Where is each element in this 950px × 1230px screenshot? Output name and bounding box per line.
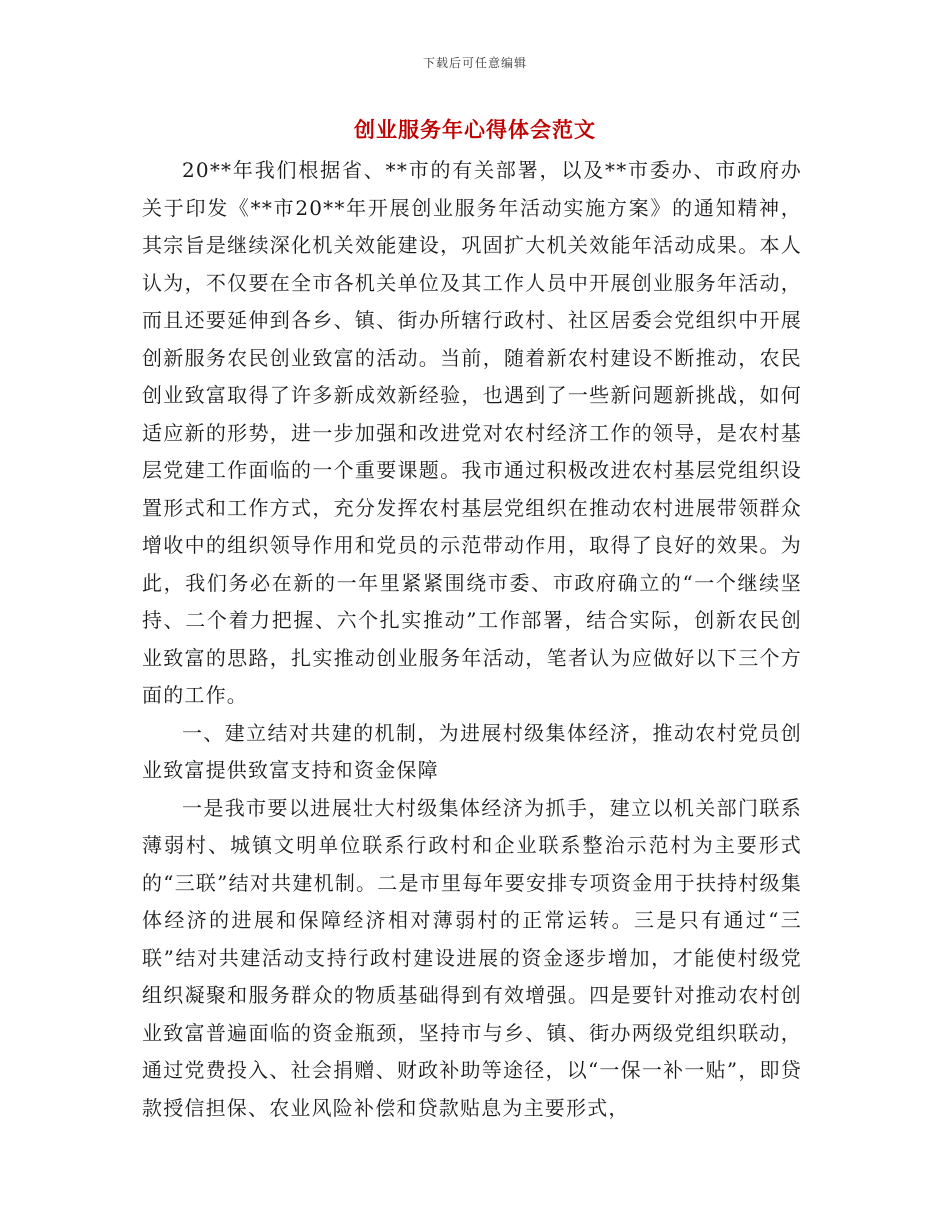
document-title: 创业服务年心得体会范文 [354,117,596,142]
document-body [142,152,802,1127]
paragraph-intro: 20**年我们根据省、**市的有关部署，以及**市委办、市政府办关于印发《**市20**年开展创业服务年活动实施方案》的通知精神，其宗旨是继续深化机关效能建设，巩固扩大机关效能年活动成果。本人认为，不仅要在全市各机关单位及其工作人员中开展创业服务年活动，而且还要延伸到各乡、镇、街办所辖行政村、社区居委会党组织中开展创新服务农民创业致富的活动。当前，随着新农村建设不断推动，农民创业致富取得了许多新成效新经验，也遇到了一些新问题新挑战，如何适应新的形势，进一步加强和改进党对农村经济工作的领导，是农村基层党建工作面临的一个重要课题。我市通过积极改进农村基层党组织设置形式和工作方式，充分发挥农村基层党组织在推动农村进展带领群众增收中的组织领导作用和党员的示范带动作用，取得了良好的效果。为此，我们务必在新的一年里紧紧围绕市委、市政府确立的“一个继续坚持、二个着力把握、六个扎实推动”工作部署，结合实际，创新农民创业致富的思路，扎实推动创业服务年活动，笔者认为应做好以下三个方面的工作。 [142,158,802,707]
paragraph-section-body: 一是我市要以进展壮大村级集体经济为抓手，建立以机关部门联系薄弱村、城镇文明单位联系行政村和企业联系整治示范村为主要形式的“三联”结对共建机制。二是市里每年要安排专项资金用于扶持村级集体经济的进展和保障经济相对薄弱村的正常运转。三是只有通过“三联”结对共建活动支持行政村建设进展的资金逐步增加，才能使村级党组织凝聚和服务群众的物质基础得到有效增强。四是要针对推动农村创业致富普遍面临的资金瓶颈，坚持市与乡、镇、街办两级党组织联动，通过党费投入、社会捐赠、财政补助等途径，以“一保一补一贴”，即贷款授信担保、农业风险补偿和贷款贴息为主要形式， [142,795,802,1120]
paragraph-section-heading: 一、建立结对共建的机制，为进展村级集体经济，推动农村党员创业致富提供致富支持和资金保障 [142,720,802,782]
header-note: 下载后可任意编辑 [422,56,527,70]
